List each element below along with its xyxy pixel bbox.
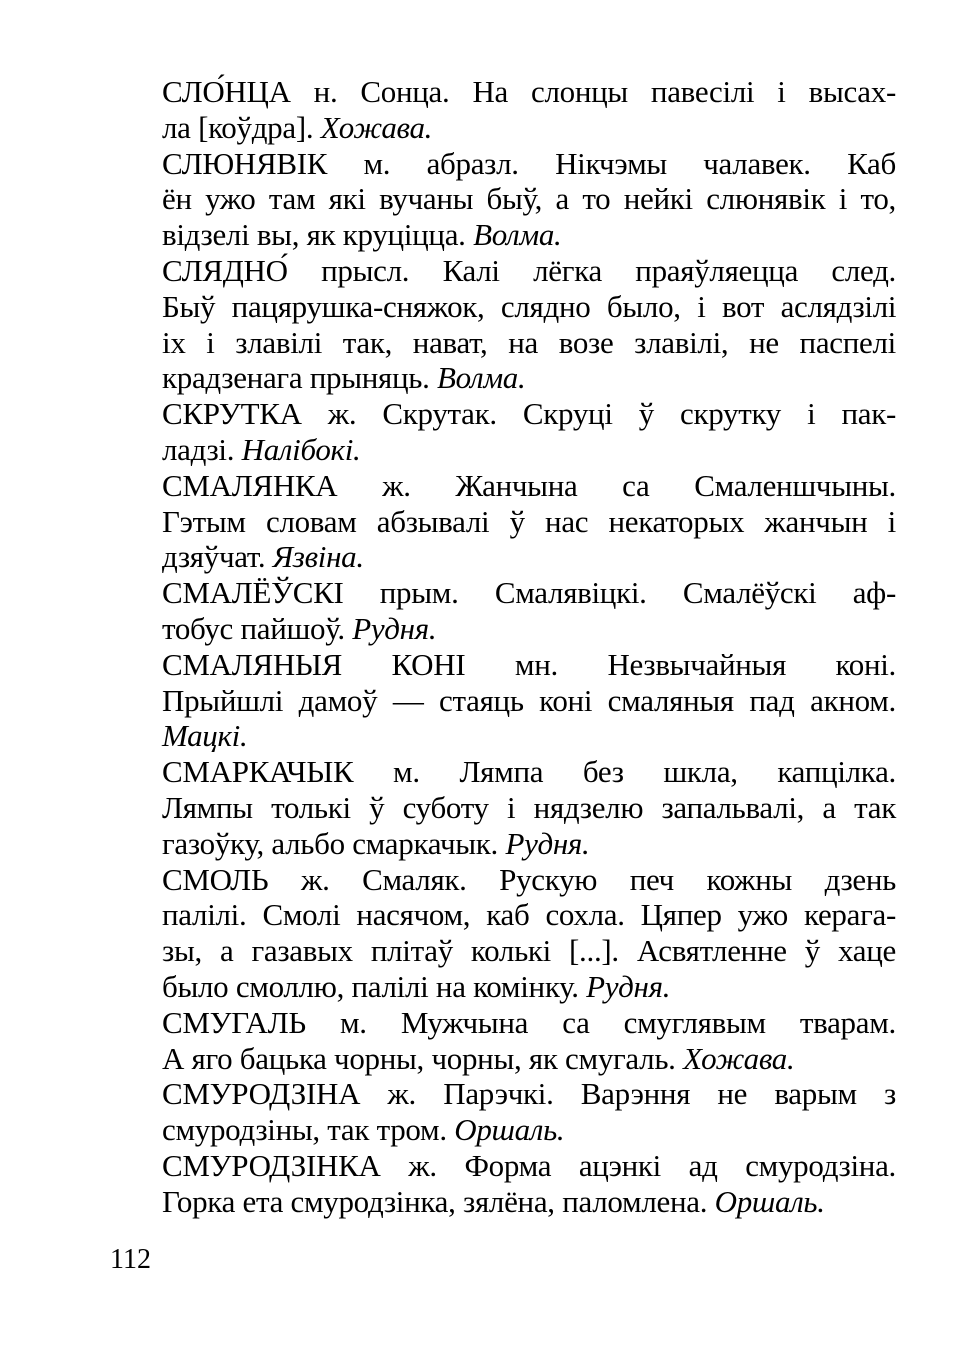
entry-line bbox=[108, 110, 896, 146]
source-village: Рудня. bbox=[586, 968, 671, 1004]
entry-line: палілі. Смолі насячом, каб сохла. Цяпер ужо керага- bbox=[162, 897, 896, 933]
source-village: Мацкі. bbox=[162, 718, 248, 754]
entry-line: СМОЛЬ ж. Смаляк. Рускую печ кожны дзень bbox=[162, 861, 896, 897]
dictionary-entry-slontsa bbox=[108, 74, 896, 146]
entry-text: было смоллю, палілі на комінку. bbox=[162, 968, 587, 1004]
dictionary-entry-sliadno bbox=[108, 253, 896, 396]
dictionary-entry-smalianka bbox=[108, 468, 896, 575]
source-village: Язвіна. bbox=[272, 539, 364, 575]
source-village: Хожава. bbox=[683, 1040, 795, 1076]
entry-line bbox=[108, 1041, 896, 1077]
source-village: Оршаль. bbox=[454, 1112, 565, 1148]
source-village: Хожава. bbox=[320, 109, 433, 145]
entry-text: А яго бацька чорны, чорны, як смугаль. bbox=[162, 1040, 684, 1076]
dictionary-entry-smugal bbox=[108, 1005, 896, 1077]
entry-line: СМАЛЯНЫЯ КОНІ мн. Незвычайныя коні. bbox=[162, 646, 896, 682]
entry-line: Быў пацярушка-сняжок, слядно было, і вот аслядзілі bbox=[162, 288, 897, 324]
source-village: Рудня. bbox=[352, 610, 437, 646]
entry-line bbox=[108, 539, 896, 575]
entry-line: СМАЛЯНКА ж. Жанчына са Смаленшчыны. bbox=[162, 467, 896, 503]
entry-line: СКРУТКА ж. Скрутак. Скруці ў скрутку і пак- bbox=[162, 396, 896, 432]
source-village: Налібокі. bbox=[241, 431, 361, 467]
entry-text: Горка ета смуродзінка, зялёна, паломлена. bbox=[162, 1183, 715, 1219]
entry-line: іх і злавілі так, нават, на возе злавілі, не паспелі bbox=[162, 324, 896, 360]
entry-line: СМАЛЁЎСКІ прым. Смалявіцкі. Смалёўскі аф- bbox=[162, 575, 896, 611]
entry-line bbox=[108, 969, 896, 1005]
entry-line bbox=[108, 718, 896, 754]
entry-text: тобус пайшоў. bbox=[162, 610, 353, 646]
entry-text: дзяўчат. bbox=[162, 539, 273, 575]
entry-line bbox=[108, 1112, 896, 1148]
entry-line: СЛЯДНО́ прысл. Калі лёгка праяўляецца след. bbox=[162, 252, 896, 288]
entry-line bbox=[108, 611, 896, 647]
dictionary-entry-skrutka bbox=[108, 396, 896, 468]
dictionary-entry-sliuniavik bbox=[108, 146, 896, 253]
entry-line bbox=[108, 1184, 896, 1220]
page-number: 112 bbox=[110, 1244, 151, 1275]
entry-line: СМУРОДЗІНКА ж. Форма ацэнкі ад смуродзіна. bbox=[162, 1147, 896, 1183]
entry-line: СЛО́НЦА н. Сонца. На слонцы павесілі і высах- bbox=[162, 74, 896, 109]
dictionary-entry-smaleuski bbox=[108, 575, 896, 647]
entry-line: Лямпы толькі ў суботу і нядзелю запальвалі, а так bbox=[162, 789, 896, 825]
dictionary-entry-smarkachyk bbox=[108, 754, 896, 861]
entry-line: СМУГАЛЬ м. Мужчына са смуглявым тварам. bbox=[162, 1004, 896, 1040]
entry-line bbox=[108, 360, 896, 396]
entry-line: Гэтым словам абзывалі ў нас некаторых жанчын і bbox=[162, 503, 896, 539]
entry-text: відзелі вы, як круціцца. bbox=[162, 217, 474, 253]
entry-line: зы, а газавых плітаў колькі [...]. Асвятленне ў хаце bbox=[162, 933, 896, 969]
dictionary-page bbox=[108, 74, 896, 1220]
entry-line: ён ужо там які вучаны быў, а то нейкі слюнявік і то, bbox=[162, 181, 896, 217]
entry-line: СМАРКАЧЫК м. Лямпа без шкла, капцілка. bbox=[162, 754, 896, 790]
source-village: Волма. bbox=[437, 360, 526, 396]
source-village: Волма. bbox=[473, 217, 562, 253]
entry-line bbox=[108, 432, 896, 468]
source-village: Оршаль. bbox=[714, 1183, 825, 1219]
entry-line bbox=[108, 826, 896, 862]
entry-text: крадзенага прыняць. bbox=[162, 360, 438, 396]
entry-line: СМУРОДЗІНА ж. Парэчкі. Варэння не варым з bbox=[162, 1076, 896, 1112]
source-village: Рудня. bbox=[505, 825, 590, 861]
entry-line: Прыйшлі дамоў — стаяць коні смаляныя пад акном. bbox=[162, 682, 896, 718]
dictionary-entry-smol bbox=[108, 862, 896, 1005]
entry-text: ладзі. bbox=[162, 431, 242, 467]
entry-text: ла [коўдра]. bbox=[162, 109, 321, 145]
entry-line: СЛЮНЯВІК м. абразл. Нікчэмы чалавек. Каб bbox=[162, 145, 896, 181]
dictionary-entry-smurodzinka bbox=[108, 1148, 896, 1220]
entry-text: газоўку, альбо смаркачык. bbox=[162, 825, 506, 861]
dictionary-entry-smurodzina bbox=[108, 1076, 896, 1148]
entry-text: смуродзіны, так тром. bbox=[162, 1112, 455, 1148]
dictionary-entry-smalianyia-koni bbox=[108, 647, 896, 754]
entry-line bbox=[108, 217, 896, 253]
